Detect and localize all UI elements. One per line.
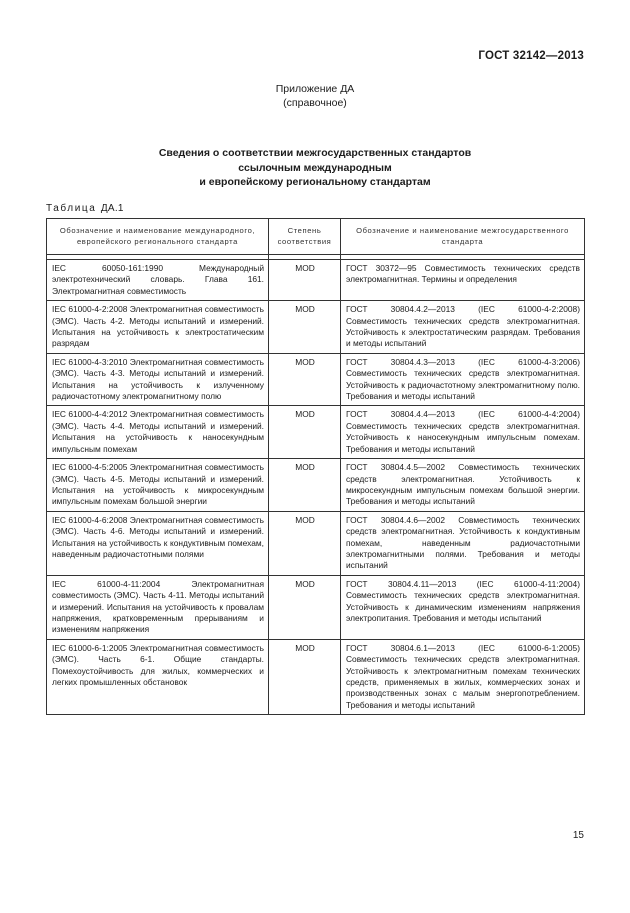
header-degree-of-correspondence: Степень соответствия <box>269 219 341 255</box>
title-line: и европейскому региональному стандартам <box>199 176 431 188</box>
table-caption-label: Таблица <box>46 203 97 214</box>
table-row <box>47 406 585 459</box>
table-header-row <box>47 219 585 255</box>
table-row <box>47 459 585 512</box>
page-number: 15 <box>572 830 584 841</box>
cell-international-standard: IEC 61000-4-3:2010 Электромагнитная совместимость (ЭМС). Часть 4-3. Методы испытаний и измерений. Испытания на устойчивость к излученному радиочастотному электромагнитному полю <box>47 353 269 406</box>
cell-degree: MOD <box>269 639 341 714</box>
cell-international-standard: IEC 60050-161:1990 Международный электротехнический словарь. Глава 161. Электромагнитная совместимость <box>47 260 269 301</box>
cell-degree: MOD <box>269 353 341 406</box>
cell-interstate-standard: ГОСТ 30804.4.2—2013 (IEC 61000-4-2:2008) Совместимость технических средств электромагнитная. Устойчивость к электростатическим разрядам. Требования и методы испытаний <box>341 301 585 354</box>
header-international-standard: Обозначение и наименование международного, европейского регионального стандарта <box>47 219 269 255</box>
correspondence-table <box>46 218 585 715</box>
table-row <box>47 575 585 639</box>
table-row <box>47 511 585 575</box>
cell-interstate-standard: ГОСТ 30804.6.1—2013 (IEC 61000-6-1:2005) Совместимость технических средств электромагнитная. Устойчивость к электромагнитным помехам технических средств, применяемых в жилых, коммерческих зонах и производственных зонах с малым энергопотреблением. Требования и методы испытаний <box>341 639 585 714</box>
cell-international-standard: IEC 61000-6-1:2005 Электромагнитная совместимость (ЭМС). Часть 6-1. Общие стандарты. Помехоустойчивость для жилых, коммерческих и легких промышленных обстановок <box>47 639 269 714</box>
title-line: ссылочным международным <box>238 161 392 174</box>
title-line: Сведения о соответствии межгосударственных стандартов <box>158 147 472 159</box>
table-caption-number: ДА.1 <box>100 203 124 214</box>
cell-interstate-standard: ГОСТ 30372—95 Совместимость технических средств электромагнитная. Термины и определения <box>341 260 585 301</box>
appendix-heading <box>0 82 630 110</box>
table-row <box>47 260 585 301</box>
cell-international-standard: IEC 61000-4-2:2008 Электромагнитная совместимость (ЭМС). Часть 4-2. Методы испытаний и измерений. Испытания на устойчивость к электростатическим разрядам <box>47 301 269 354</box>
table-caption <box>46 203 124 214</box>
table-row <box>47 353 585 406</box>
cell-interstate-standard: ГОСТ 30804.4.3—2013 (IEC 61000-4-3:2006) Совместимость технических средств электромагнитная. Устойчивость к радиочастотному электромагнитному полю. Требования и методы испытаний <box>341 353 585 406</box>
cell-degree: MOD <box>269 511 341 575</box>
table-row <box>47 639 585 714</box>
cell-international-standard: IEC 61000-4-4:2012 Электромагнитная совместимость (ЭМС). Часть 4-4. Методы испытаний и измерений. Испытания на устойчивость к наносекундным импульсным помехам <box>47 406 269 459</box>
cell-interstate-standard: ГОСТ 30804.4.4—2013 (IEC 61000-4-4:2004) Совместимость технических средств электромагнитная. Устойчивость к наносекундным импульсным помехам. Требования и методы испытаний <box>341 406 585 459</box>
appendix-title: Приложение ДА <box>275 83 355 95</box>
cell-international-standard: IEC 61000-4-6:2008 Электромагнитная совместимость (ЭМС). Часть 4-6. Методы испытаний и измерений. Испытания на устойчивость к кондуктивным помехам, наведенным радиочастотными полями <box>47 511 269 575</box>
cell-degree: MOD <box>269 459 341 512</box>
appendix-note: (справочное) <box>283 97 347 109</box>
cell-degree: MOD <box>269 301 341 354</box>
cell-international-standard: IEC 61000-4-5:2005 Электромагнитная совместимость (ЭМС). Часть 4-5. Методы испытаний и измерений. Испытания на устойчивость к микросекундным импульсным помехам большой энергии <box>47 459 269 512</box>
section-title <box>60 146 570 190</box>
cell-interstate-standard: ГОСТ 30804.4.11—2013 (IEC 61000-4-11:2004) Совместимость технических средств электромагнитная. Устойчивость к динамическим изменениям напряжения электропитания. Требования и методы испытаний <box>341 575 585 639</box>
cell-international-standard: IEC 61000-4-11:2004 Электромагнитная совместимость (ЭМС). Часть 4-11. Методы испытаний и измерений. Испытания на устойчивость к провалам напряжения, кратковременным прерываниям и изменениям напряжения <box>47 575 269 639</box>
header-interstate-standard: Обозначение и наименование межгосударственного стандарта <box>341 219 585 255</box>
cell-degree: MOD <box>269 406 341 459</box>
table-row <box>47 301 585 354</box>
cell-interstate-standard: ГОСТ 30804.4.6—2002 Совместимость технических средств электромагнитная. Устойчивость к кондуктивным помехам, наведенным радиочастотными электромагнитными полями. Требования и методы испытаний <box>341 511 585 575</box>
cell-degree: MOD <box>269 260 341 301</box>
cell-interstate-standard: ГОСТ 30804.4.5—2002 Совместимость технических средств электромагнитная. Устойчивость к микросекундным импульсным помехам большой энергии. Требования и методы испытаний <box>341 459 585 512</box>
cell-degree: MOD <box>269 575 341 639</box>
document-code: ГОСТ 32142—2013 <box>478 50 584 62</box>
